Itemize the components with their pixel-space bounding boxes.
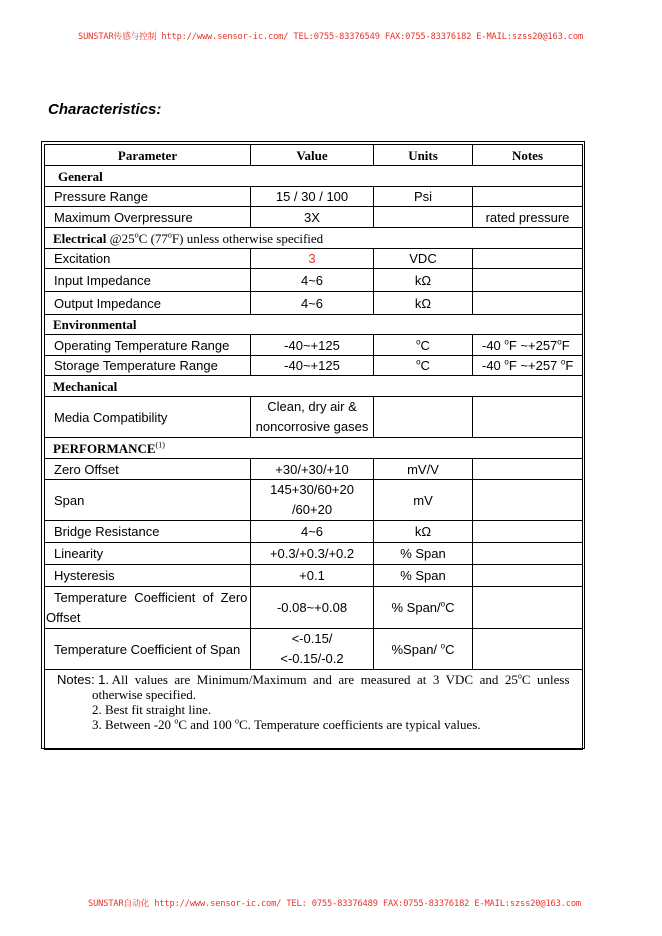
section-row-mechanical bbox=[45, 376, 583, 397]
value-cell: -0.08~+0.08 bbox=[251, 587, 374, 629]
param-cell: Zero Offset bbox=[45, 459, 251, 480]
degree-sup: o bbox=[557, 337, 562, 347]
section-title-environmental: Environmental bbox=[45, 315, 583, 335]
electrical-condition-a: @25 bbox=[106, 230, 135, 246]
units-cell: % Span bbox=[374, 565, 473, 587]
value-line: <-0.15/-0.2 bbox=[280, 651, 344, 666]
note-3-text: C. Temperature coefficients are typical values. bbox=[239, 717, 481, 732]
note-3-text: 3. Between -20 bbox=[92, 717, 175, 732]
notes-cell bbox=[45, 670, 583, 750]
note-3-text: C and 100 bbox=[178, 717, 236, 732]
notes-cell bbox=[473, 335, 583, 356]
units-cell: kΩ bbox=[374, 269, 473, 292]
units-cell bbox=[374, 587, 473, 629]
electrical-condition-c: F) unless otherwise specified bbox=[171, 230, 324, 246]
performance-title: PERFORMANCE bbox=[53, 440, 156, 456]
notes-text: F bbox=[561, 337, 570, 353]
table-row bbox=[45, 587, 583, 629]
value-cell bbox=[251, 397, 374, 438]
units-cell bbox=[374, 629, 473, 670]
table-row bbox=[45, 629, 583, 670]
notes-cell bbox=[473, 543, 583, 565]
notes-label: Notes: 1. bbox=[57, 672, 110, 687]
param-cell: Media Compatibility bbox=[45, 397, 251, 438]
table-row bbox=[45, 356, 583, 376]
units-cell: Psi bbox=[374, 187, 473, 207]
section-row-performance bbox=[45, 438, 583, 459]
value-line: Clean, dry air & bbox=[267, 399, 357, 414]
header-parameter: Parameter bbox=[45, 145, 251, 166]
header-units: Units bbox=[374, 145, 473, 166]
table-header-row bbox=[45, 145, 583, 166]
param-cell: Bridge Resistance bbox=[45, 521, 251, 543]
page-header: SUNSTAR传感与控制 http://www.sensor-ic.com/ TEL:0755-83376549 FAX:0755-83376182 E-MAIL:szss20@163.com bbox=[78, 32, 583, 42]
table-row bbox=[45, 459, 583, 480]
degree-sup: o bbox=[416, 357, 421, 367]
section-row-general bbox=[45, 166, 583, 187]
units-cell: mV bbox=[374, 480, 473, 521]
notes-cell bbox=[473, 565, 583, 587]
degree-sup: o bbox=[416, 337, 421, 347]
notes-cell bbox=[473, 187, 583, 207]
table-row bbox=[45, 480, 583, 521]
degree-sup: o bbox=[504, 357, 509, 367]
header-notes: Notes bbox=[473, 145, 583, 166]
units-text: C bbox=[445, 600, 455, 615]
units-cell: VDC bbox=[374, 249, 473, 269]
param-cell: Temperature Coefficient of Span bbox=[45, 629, 251, 670]
units-cell: kΩ bbox=[374, 521, 473, 543]
param-cell: Maximum Overpressure bbox=[45, 207, 251, 228]
degree-sup: o bbox=[517, 671, 522, 681]
units-cell: % Span bbox=[374, 543, 473, 565]
param-cell: Operating Temperature Range bbox=[45, 335, 251, 356]
note-1-continuation: otherwise specified. bbox=[92, 687, 196, 702]
notes-text: F bbox=[565, 358, 574, 373]
electrical-condition-b: C (77 bbox=[138, 230, 168, 246]
value-cell: -40~+125 bbox=[251, 335, 374, 356]
notes-text: F ~+257 bbox=[508, 358, 561, 373]
param-cell: Span bbox=[45, 480, 251, 521]
value-cell: 3 bbox=[251, 249, 374, 269]
table-row bbox=[45, 521, 583, 543]
degree-sup: o bbox=[440, 641, 446, 651]
notes-cell bbox=[473, 356, 583, 376]
degree-sup: o bbox=[560, 357, 566, 367]
notes-row bbox=[45, 670, 583, 750]
param-line: Temperature Coefficient of Zero bbox=[54, 589, 248, 605]
notes-cell bbox=[473, 480, 583, 521]
table-row bbox=[45, 187, 583, 207]
notes-cell bbox=[473, 629, 583, 670]
value-cell: -40~+125 bbox=[251, 356, 374, 376]
units-cell: kΩ bbox=[374, 292, 473, 315]
footnote-sup: (1) bbox=[155, 440, 165, 450]
param-cell: Pressure Range bbox=[45, 187, 251, 207]
notes-cell bbox=[473, 397, 583, 438]
value-cell: +0.1 bbox=[251, 565, 374, 587]
value-cell bbox=[251, 629, 374, 670]
table-row bbox=[45, 565, 583, 587]
units-cell bbox=[374, 207, 473, 228]
notes-cell bbox=[473, 269, 583, 292]
value-line: /60+20 bbox=[291, 502, 333, 517]
param-cell: Linearity bbox=[45, 543, 251, 565]
section-row-electrical bbox=[45, 228, 583, 249]
value-cell: 4~6 bbox=[251, 521, 374, 543]
param-cell: Excitation bbox=[45, 249, 251, 269]
value-cell: 4~6 bbox=[251, 269, 374, 292]
characteristics-heading: Characteristics: bbox=[48, 101, 162, 118]
value-cell: +0.3/+0.3/+0.2 bbox=[251, 543, 374, 565]
table-row bbox=[45, 335, 583, 356]
notes-cell bbox=[473, 587, 583, 629]
table-row bbox=[45, 249, 583, 269]
units-cell bbox=[374, 356, 473, 376]
units-cell bbox=[374, 397, 473, 438]
table-row bbox=[45, 292, 583, 315]
page-footer: SUNSTAR自动化 http://www.sensor-ic.com/ TEL: 0755-83376489 FAX:0755-83376182 E-MAIL:szss20@163.com bbox=[88, 899, 582, 909]
section-title-general: General bbox=[45, 166, 583, 187]
value-cell: +30/+30/+10 bbox=[251, 459, 374, 480]
note-3 bbox=[57, 717, 578, 732]
value-cell: 4~6 bbox=[251, 292, 374, 315]
param-cell: Hysteresis bbox=[45, 565, 251, 587]
table-row bbox=[45, 269, 583, 292]
units-cell: mV/V bbox=[374, 459, 473, 480]
param-cell: Input Impedance bbox=[45, 269, 251, 292]
degree-sup: o bbox=[167, 230, 172, 240]
param-cell bbox=[45, 587, 251, 629]
table-row bbox=[45, 397, 583, 438]
notes-cell bbox=[473, 292, 583, 315]
section-title-electrical bbox=[45, 228, 583, 249]
table-row bbox=[45, 543, 583, 565]
section-row-environmental bbox=[45, 315, 583, 335]
value-line: noncorrosive gases bbox=[255, 419, 369, 434]
value-cell: 3X bbox=[251, 207, 374, 228]
note-2: 2. Best fit straight line. bbox=[92, 702, 212, 717]
characteristics-table bbox=[44, 144, 583, 750]
units-text: C bbox=[445, 641, 455, 657]
header-value: Value bbox=[251, 145, 374, 166]
notes-cell bbox=[473, 521, 583, 543]
degree-sup: o bbox=[504, 337, 509, 347]
units-text: %Span/ bbox=[391, 641, 441, 657]
note-1 bbox=[57, 672, 578, 687]
degree-sup: o bbox=[235, 716, 240, 726]
notes-cell bbox=[473, 459, 583, 480]
units-text: C bbox=[420, 337, 430, 353]
notes-cell: rated pressure bbox=[473, 207, 583, 228]
param-cell: Output Impedance bbox=[45, 292, 251, 315]
degree-sup: o bbox=[440, 599, 446, 609]
note-1-text: C unless bbox=[521, 672, 570, 687]
value-line: <-0.15/ bbox=[291, 631, 333, 646]
value-cell: 15 / 30 / 100 bbox=[251, 187, 374, 207]
notes-text: -40 bbox=[482, 337, 505, 353]
notes-cell bbox=[473, 249, 583, 269]
note-1-text: All values are Minimum/Maximum and are measured at 3 VDC and 25 bbox=[111, 672, 518, 687]
degree-sup: o bbox=[134, 230, 139, 240]
param-line: Offset bbox=[46, 609, 81, 625]
units-cell bbox=[374, 335, 473, 356]
degree-sup: o bbox=[174, 716, 179, 726]
electrical-title: Electrical bbox=[53, 230, 107, 246]
table-row bbox=[45, 207, 583, 228]
section-title-mechanical: Mechanical bbox=[45, 376, 583, 397]
section-title-performance bbox=[45, 438, 583, 459]
notes-text: -40 bbox=[482, 358, 505, 373]
value-line: 145+30/60+20 bbox=[270, 482, 354, 497]
units-text: C bbox=[420, 358, 430, 373]
value-cell bbox=[251, 480, 374, 521]
units-text: % Span/ bbox=[391, 600, 441, 615]
param-cell: Storage Temperature Range bbox=[45, 356, 251, 376]
notes-text: F ~+257 bbox=[508, 337, 558, 353]
